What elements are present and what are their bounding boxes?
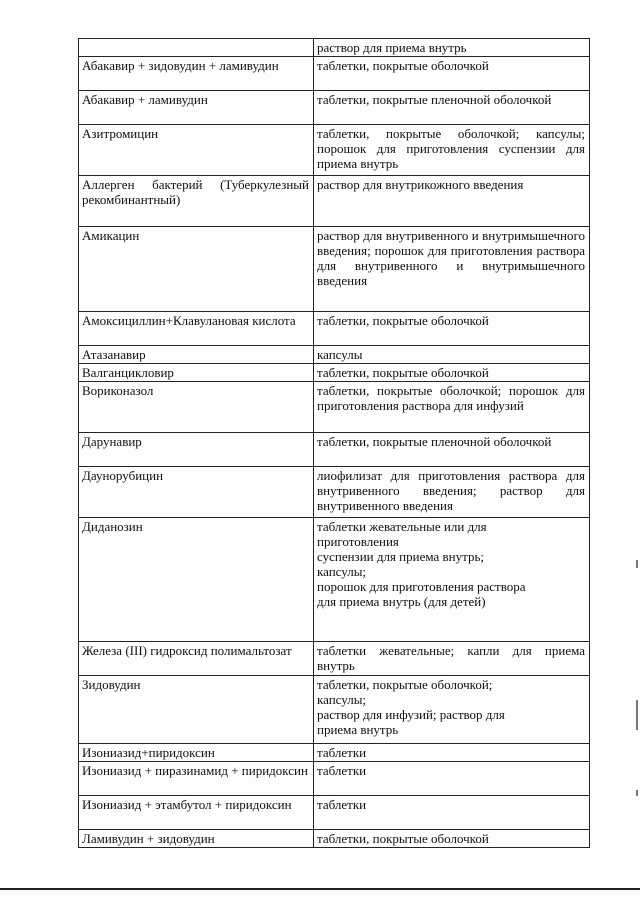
drug-name-cell: Ламивудин + зидовудин: [79, 830, 314, 848]
table-row: [79, 676, 590, 744]
table-row: [79, 433, 590, 467]
scan-edge-mark: [636, 700, 638, 730]
table-row: [79, 91, 590, 125]
dosage-form-line: раствор для инфузий; раствор для: [317, 707, 505, 722]
dosage-form-cell: таблетки, покрытые пленочной оболочкой: [314, 91, 590, 125]
table-row: [79, 796, 590, 830]
table-row: [79, 39, 590, 57]
dosage-form-line: таблетки жевательные или для: [317, 519, 487, 534]
table-row: [79, 518, 590, 642]
table-row: [79, 364, 590, 382]
dosage-form-line: приготовления: [317, 534, 399, 549]
dosage-form-cell: таблетки, покрытые пленочной оболочкой: [314, 433, 590, 467]
drug-name-cell: Изониазид + этамбутол + пиридоксин: [79, 796, 314, 830]
dosage-form-cell: таблетки, покрытые оболочкой: [314, 364, 590, 382]
dosage-form-line: капсулы;: [317, 564, 367, 579]
drug-name-cell: Изониазид+пиридоксин: [79, 744, 314, 762]
dosage-form-cell: раствор для приема внутрь: [314, 39, 590, 57]
dosage-form-line: порошок для приготовления раствора: [317, 579, 526, 594]
drug-name-cell: Азитромицин: [79, 125, 314, 176]
dosage-form-cell: таблетки, покрытые оболочкой: [314, 830, 590, 848]
table-row: [79, 346, 590, 364]
dosage-form-cell: [314, 676, 590, 744]
dosage-form-line: приема внутрь: [317, 722, 399, 737]
drug-name-cell: [79, 39, 314, 57]
drug-name-cell: Валганцикловир: [79, 364, 314, 382]
dosage-form-cell: таблетки, покрытые оболочкой: [314, 312, 590, 346]
dosage-form-cell: раствор для внутривенного и внутримышечного введения; порошок для приготовления раствора для внутривенного и внутримышечного введения: [314, 227, 590, 312]
table-row: [79, 382, 590, 433]
table-row: [79, 125, 590, 176]
drug-name-cell: Железа (III) гидроксид полимальтозат: [79, 642, 314, 676]
drug-name-cell: Атазанавир: [79, 346, 314, 364]
drug-name-cell: Зидовудин: [79, 676, 314, 744]
table-row: [79, 642, 590, 676]
dosage-form-cell: таблетки: [314, 744, 590, 762]
dosage-form-line: таблетки, покрытые оболочкой;: [317, 677, 493, 692]
table-row: [79, 830, 590, 848]
dosage-form-cell: таблетки, покрытые оболочкой; порошок для приготовления раствора для инфузий: [314, 382, 590, 433]
dosage-form-cell: капсулы: [314, 346, 590, 364]
table-row: [79, 467, 590, 518]
drug-name-cell: Дарунавир: [79, 433, 314, 467]
drug-name-cell: Амикацин: [79, 227, 314, 312]
drug-name-cell: Абакавир + ламивудин: [79, 91, 314, 125]
table-body: [79, 39, 590, 848]
table-row: [79, 57, 590, 91]
scan-edge-mark: [636, 790, 638, 796]
page-bottom-edge: [0, 888, 640, 890]
dosage-form-cell: таблетки, покрытые оболочкой; капсулы; порошок для приготовления суспензии для приема внутрь: [314, 125, 590, 176]
dosage-form-cell: [314, 518, 590, 642]
drug-name-cell: Амоксициллин+Клавулановая кислота: [79, 312, 314, 346]
table-row: [79, 762, 590, 796]
dosage-form-line: суспензии для приема внутрь;: [317, 549, 485, 564]
drug-name-cell: Диданозин: [79, 518, 314, 642]
dosage-form-cell: таблетки жевательные; капли для приема внутрь: [314, 642, 590, 676]
table-row: [79, 176, 590, 227]
scan-edge-mark: [636, 560, 638, 568]
drug-table: [78, 38, 590, 848]
drug-name-cell: Изониазид + пиразинамид + пиридоксин: [79, 762, 314, 796]
dosage-form-cell: таблетки: [314, 796, 590, 830]
table-row: [79, 744, 590, 762]
dosage-form-cell: таблетки, покрытые оболочкой: [314, 57, 590, 91]
dosage-form-cell: лиофилизат для приготовления раствора для внутривенного введения; раствор для внутривенного введения: [314, 467, 590, 518]
drug-name-cell: Даунорубицин: [79, 467, 314, 518]
drug-name-cell: Вориконазол: [79, 382, 314, 433]
drug-name-cell: Абакавир + зидовудин + ламивудин: [79, 57, 314, 91]
table-row: [79, 227, 590, 312]
dosage-form-line: капсулы;: [317, 692, 367, 707]
dosage-form-line: для приема внутрь (для детей): [317, 594, 486, 609]
table-row: [79, 312, 590, 346]
dosage-form-cell: раствор для внутрикожного введения: [314, 176, 590, 227]
drug-name-cell: Аллерген бактерий (Туберкулезный рекомбинантный): [79, 176, 314, 227]
dosage-form-cell: таблетки: [314, 762, 590, 796]
